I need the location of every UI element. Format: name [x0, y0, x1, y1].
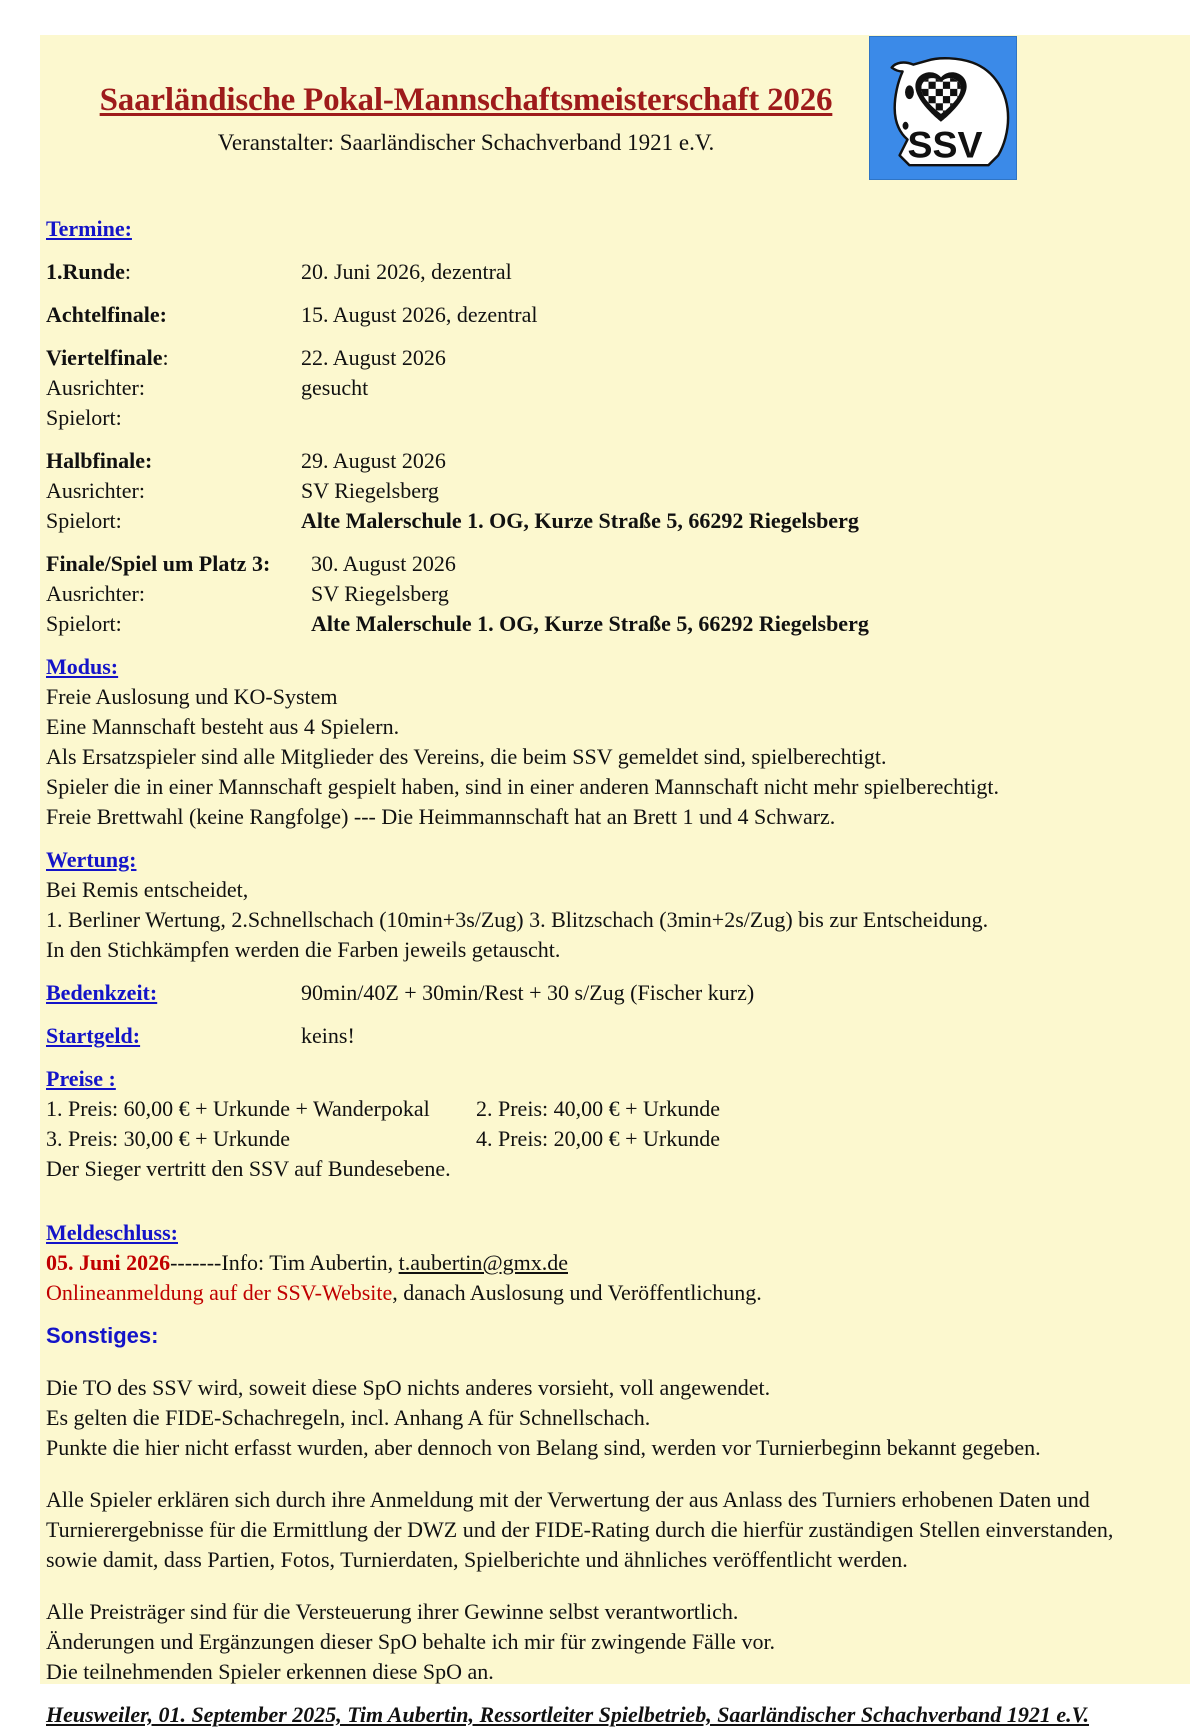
spacer — [46, 639, 1140, 652]
spacer — [46, 1463, 1140, 1485]
sonstiges-line: Die teilnehmenden Spieler erkennen diese SpO an. — [46, 1659, 494, 1684]
modus-line: Freie Auslosung und KO-System — [46, 684, 338, 709]
document-page — [40, 35, 1190, 1727]
ssv-wordmark: SSV — [907, 123, 983, 166]
ausrichter-value: SV Riegelsberg — [301, 478, 439, 503]
spacer — [46, 244, 1140, 257]
signature-line: Heusweiler, 01. September 2025, Tim Aubertin, Ressortleiter Spielbetrieb, Saarländischer Schachverband 1921 e.V. — [46, 1702, 1090, 1727]
online-registration-text: Onlineanmeldung auf der SSV-Website — [46, 1280, 393, 1305]
meldeschluss-heading: Meldeschluss: — [46, 1220, 178, 1245]
prize-row — [46, 1124, 1140, 1154]
sonstiges-line: Die TO des SSV wird, soweit diese SpO nichts anderes vorsieht, voll angewendet. — [46, 1375, 771, 1400]
ausrichter-label: Ausrichter: — [46, 581, 145, 606]
modus-heading: Modus: — [46, 654, 119, 679]
prize-right: 4. Preis: 20,00 € + Urkunde — [476, 1126, 720, 1151]
termin-value: 22. August 2026 — [301, 345, 446, 370]
section-bedenkzeit — [46, 978, 1140, 1008]
section-startgeld — [46, 1021, 1140, 1051]
wertung-line: Bei Remis entscheidet, — [46, 877, 249, 902]
modus-line: Als Ersatzspieler sind alle Mitglieder des Vereins, die beim SSV gemeldet sind, spielberechtigt. — [46, 744, 887, 769]
meldeschluss-online-line — [46, 1278, 1140, 1308]
termin-value: 15. August 2026, dezentral — [301, 302, 538, 327]
sonstiges-line: Es gelten die FIDE-Schachregeln, incl. Anhang A für Schnellschach. — [46, 1405, 651, 1430]
finale-ausrichter — [46, 579, 1140, 609]
wertung-line: 1. Berliner Wertung, 2.Schnellschach (10min+3s/Zug) 3. Blitzschach (3min+2s/Zug) bis zur Entscheidung. — [46, 907, 989, 932]
preise-heading: Preise : — [46, 1066, 116, 1091]
spacer — [46, 832, 1140, 845]
halbfinale-ausrichter — [46, 476, 1140, 506]
ausrichter-label: Ausrichter: — [46, 478, 145, 503]
ssv-logo — [869, 36, 1017, 180]
termin-label: Halbfinale: — [46, 448, 153, 473]
prize-right: 2. Preis: 40,00 € + Urkunde — [476, 1096, 720, 1121]
spacer — [46, 330, 1140, 343]
prize-row — [46, 1094, 1140, 1124]
section-termine — [46, 214, 1140, 639]
spielort-label: Spielort: — [46, 405, 122, 430]
modus-line: Freie Brettwahl (keine Rangfolge) --- Die Heimmannschaft hat an Brett 1 und 4 Schwarz. — [46, 804, 836, 829]
termin-row-finale — [46, 549, 1140, 579]
spielort-label: Spielort: — [46, 508, 122, 533]
prize-left: 1. Preis: 60,00 € + Urkunde + Wanderpokal — [46, 1096, 430, 1121]
section-wertung — [46, 845, 1140, 965]
spielort-value: Alte Malerschule 1. OG, Kurze Straße 5, 66292 Riegelsberg — [311, 611, 869, 636]
spacer — [46, 1351, 1140, 1373]
termine-heading: Termine: — [46, 216, 132, 241]
online-registration-rest: , danach Auslosung und Veröffentlichung. — [392, 1280, 762, 1305]
bedenkzeit-value: 90min/40Z + 30min/Rest + 30 s/Zug (Fischer kurz) — [301, 980, 755, 1005]
spacer — [46, 433, 1140, 446]
section-sonstiges — [46, 1321, 1140, 1687]
startgeld-heading: Startgeld: — [46, 1023, 141, 1048]
preise-note: Der Sieger vertritt den SSV auf Bundesebene. — [46, 1156, 451, 1181]
spacer — [46, 1008, 1140, 1021]
contact-email-link[interactable]: t.aubertin@gmx.de — [398, 1250, 568, 1275]
modus-line: Eine Mannschaft besteht aus 4 Spielern. — [46, 714, 400, 739]
termin-value: 29. August 2026 — [301, 448, 446, 473]
termin-label: Achtelfinale: — [46, 302, 167, 327]
document-content — [40, 35, 1140, 1727]
ssv-knight-icon — [870, 37, 1016, 179]
termin-label: Viertelfinale — [46, 345, 163, 370]
ausrichter-value: SV Riegelsberg — [311, 581, 449, 606]
wertung-heading: Wertung: — [46, 847, 137, 872]
spacer — [46, 1687, 1140, 1700]
spacer — [46, 1575, 1140, 1597]
termin-row-halbfinale — [46, 446, 1140, 476]
spacer — [46, 965, 1140, 978]
section-modus — [46, 652, 1140, 832]
finale-spielort — [46, 609, 1140, 639]
sonstiges-line: Alle Preisträger sind für die Versteuerung ihrer Gewinne selbst verantwortlich. — [46, 1599, 739, 1624]
prize-left: 3. Preis: 30,00 € + Urkunde — [46, 1126, 290, 1151]
viertelfinale-ausrichter — [46, 373, 1140, 403]
spacer — [46, 1051, 1140, 1064]
termin-value: 20. Juni 2026, dezentral — [301, 259, 512, 284]
termin-label-suffix: : — [124, 259, 131, 284]
bedenkzeit-heading: Bedenkzeit: — [46, 980, 158, 1005]
termin-row-viertelfinale — [46, 343, 1140, 373]
sonstiges-line: Änderungen und Ergänzungen dieser SpO behalte ich mir für zwingende Fälle vor. — [46, 1629, 776, 1654]
spielort-value: Alte Malerschule 1. OG, Kurze Straße 5, 66292 Riegelsberg — [301, 508, 859, 533]
ausrichter-value: gesucht — [301, 375, 369, 400]
sonstiges-line: Punkte die hier nicht erfasst wurden, aber dennoch von Belang sind, werden vor Turnierbeginn bekannt gegeben. — [46, 1435, 1041, 1460]
meldeschluss-date: 05. Juni 2026 — [46, 1250, 171, 1275]
organizer-subtitle: Veranstalter: Saarländischer Schachverband 1921 e.V. — [217, 130, 715, 155]
termin-label-suffix: : — [162, 345, 169, 370]
modus-line: Spieler die in einer Mannschaft gespielt haben, sind in einer anderen Mannschaft nicht mehr spielberechtigt. — [46, 774, 1000, 799]
halbfinale-spielort — [46, 506, 1140, 536]
spacer — [46, 536, 1140, 549]
sonstiges-line: Alle Spieler erklären sich durch ihre Anmeldung mit der Verwertung der aus Anlass des Turniers erhobenen Daten und — [46, 1487, 1090, 1512]
sonstiges-line: Turnierergebnisse für die Ermittlung der DWZ und der FIDE-Rating durch die hierfür zuständigen Stellen einverstanden, — [46, 1517, 1114, 1542]
startgeld-value: keins! — [301, 1023, 355, 1048]
section-preise — [46, 1064, 1140, 1184]
sonstiges-heading: Sonstiges: — [46, 1323, 159, 1348]
spielort-label: Spielort: — [46, 611, 122, 636]
spacer — [46, 1184, 1140, 1218]
section-meldeschluss — [46, 1218, 1140, 1308]
spacer — [46, 1308, 1140, 1321]
sonstiges-line: sowie damit, dass Partien, Fotos, Turnierdaten, Spielberichte und ähnliches veröffentlicht werden. — [46, 1547, 908, 1572]
termin-label: Finale/Spiel um Platz 3: — [46, 551, 271, 576]
meldeschluss-info-line — [46, 1248, 1140, 1278]
document-header — [46, 35, 1140, 190]
viertelfinale-spielort — [46, 403, 1140, 433]
wertung-line: In den Stichkämpfen werden die Farben jeweils getauscht. — [46, 937, 561, 962]
meldeschluss-info-prefix: Info: Tim Aubertin, — [221, 1250, 399, 1275]
meldeschluss-dashes: ------- — [170, 1250, 222, 1275]
termin-value: 30. August 2026 — [311, 551, 456, 576]
termin-row-1runde — [46, 257, 1140, 287]
ausrichter-label: Ausrichter: — [46, 375, 145, 400]
termin-row-achtelfinale — [46, 300, 1140, 330]
page-title: Saarländische Pokal-Mannschaftsmeisterschaft 2026 — [99, 82, 833, 118]
termin-label: 1.Runde — [46, 259, 125, 284]
spacer — [46, 287, 1140, 300]
